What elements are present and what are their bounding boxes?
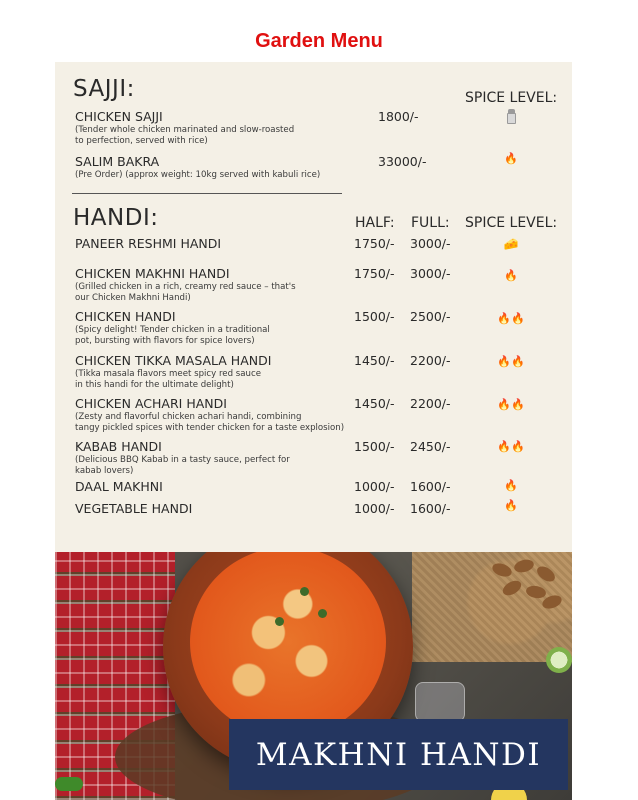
cheese-icon: 🧀 [503, 237, 519, 251]
full-price: 2450/- [410, 439, 451, 454]
page-title: Garden Menu [255, 30, 383, 52]
item-desc: in this handi for the ultimate delight) [75, 380, 234, 390]
spice-level [491, 398, 531, 412]
item-name: CHICKEN MAKHNI HANDI [75, 266, 230, 281]
full-price: 2200/- [410, 396, 451, 411]
menu-item-salim-bakra [75, 154, 320, 181]
food-photo [55, 552, 572, 800]
sajji-spice-header: SPICE LEVEL: [465, 90, 558, 106]
full-price: 1600/- [410, 479, 451, 494]
curry [190, 552, 386, 737]
item-desc: (Spicy delight! Tender chicken in a traditional [75, 325, 270, 335]
item-desc: to perfection, served with rice) [75, 136, 208, 146]
flame-icon: 🔥 [504, 152, 518, 165]
menu-item-chicken-makhni-handi [75, 266, 296, 304]
flame-icon: 🔥 [504, 479, 518, 492]
half-price: 1500/- [354, 439, 395, 454]
flame-icon: 🔥 [497, 398, 511, 411]
item-desc: (Grilled chicken in a rich, creamy red sauce – that's [75, 282, 296, 292]
full-price: 1600/- [410, 501, 451, 516]
item-name: PANEER RESHMI HANDI [75, 236, 222, 251]
half-price: 1500/- [354, 309, 395, 324]
flame-icon: 🔥 [511, 440, 525, 453]
salt-shaker-icon [507, 109, 516, 124]
cucumber-slice [546, 647, 572, 673]
section-divider [72, 193, 342, 194]
spice-level [491, 312, 531, 326]
full-price: 2200/- [410, 353, 451, 368]
green-chili [55, 777, 83, 791]
half-price: 1450/- [354, 353, 395, 368]
item-desc: tangy pickled spices with tender chicken for a taste explosion) [75, 423, 345, 433]
handi-spice-header: SPICE LEVEL: [465, 215, 558, 231]
menu-item-vegetable-handi [75, 501, 192, 516]
menu-item-daal-makhni [75, 479, 163, 494]
half-price: 1450/- [354, 396, 395, 411]
menu-item-kabab-handi [75, 439, 290, 477]
menu-card [55, 62, 572, 552]
sajji-section-title: SAJJI: [73, 76, 135, 102]
item-name: SALIM BAKRA [75, 154, 160, 169]
photo-caption: MAKHNI HANDI [255, 736, 542, 773]
flame-icon: 🔥 [497, 312, 511, 325]
half-header: HALF: [355, 215, 395, 231]
flame-icon: 🔥 [511, 398, 525, 411]
half-price: 1750/- [354, 236, 395, 251]
half-price: 1000/- [354, 479, 395, 494]
item-price: 33000/- [378, 154, 427, 169]
spice-level [491, 355, 531, 369]
item-desc: (Tender whole chicken marinated and slow-roasted [75, 125, 295, 135]
full-price: 2500/- [410, 309, 451, 324]
item-desc: pot, bursting with flavors for spice lovers) [75, 336, 255, 346]
handi-section-title: HANDI: [73, 205, 159, 231]
item-name: DAAL MAKHNI [75, 479, 163, 494]
item-desc: kabab lovers) [75, 466, 134, 476]
half-price: 1750/- [354, 266, 395, 281]
full-price: 3000/- [410, 236, 451, 251]
almonds [492, 560, 562, 620]
item-desc: (Delicious BBQ Kabab in a tasty sauce, perfect for [75, 455, 290, 465]
menu-item-chicken-handi [75, 309, 270, 347]
item-name: CHICKEN SAJJI [75, 109, 163, 124]
spice-level [491, 109, 531, 128]
menu-item-chicken-tikka-masala-handi [75, 353, 271, 391]
item-desc: (Pre Order) (approx weight: 10kg served with kabuli rice) [75, 170, 321, 180]
item-name: KABAB HANDI [75, 439, 162, 454]
item-name: CHICKEN HANDI [75, 309, 176, 324]
menu-item-chicken-achari-handi [75, 396, 344, 434]
spice-level [491, 237, 531, 251]
full-header: FULL: [411, 215, 450, 231]
item-desc: (Tikka masala flavors meet spicy red sauce [75, 369, 261, 379]
glass [415, 682, 465, 722]
photo-caption-banner [229, 719, 568, 790]
spice-level [491, 479, 531, 493]
flame-icon: 🔥 [511, 312, 525, 325]
spice-level [491, 269, 531, 283]
flame-icon: 🔥 [504, 269, 518, 282]
item-name: VEGETABLE HANDI [75, 501, 193, 516]
full-price: 3000/- [410, 266, 451, 281]
menu-item-paneer-reshmi-handi [75, 236, 221, 251]
half-price: 1000/- [354, 501, 395, 516]
item-desc: (Zesty and flavorful chicken achari handi, combining [75, 412, 302, 422]
item-price: 1800/- [378, 109, 419, 124]
flame-icon: 🔥 [497, 355, 511, 368]
menu-item-chicken-sajji [75, 109, 294, 147]
spice-level [491, 440, 531, 454]
item-desc: our Chicken Makhni Handi) [75, 293, 191, 303]
flame-icon: 🔥 [511, 355, 525, 368]
item-name: CHICKEN TIKKA MASALA HANDI [75, 353, 272, 368]
flame-icon: 🔥 [497, 440, 511, 453]
spice-level [491, 499, 531, 513]
flame-icon: 🔥 [504, 499, 518, 512]
spice-level [491, 152, 531, 166]
item-name: CHICKEN ACHARI HANDI [75, 396, 227, 411]
